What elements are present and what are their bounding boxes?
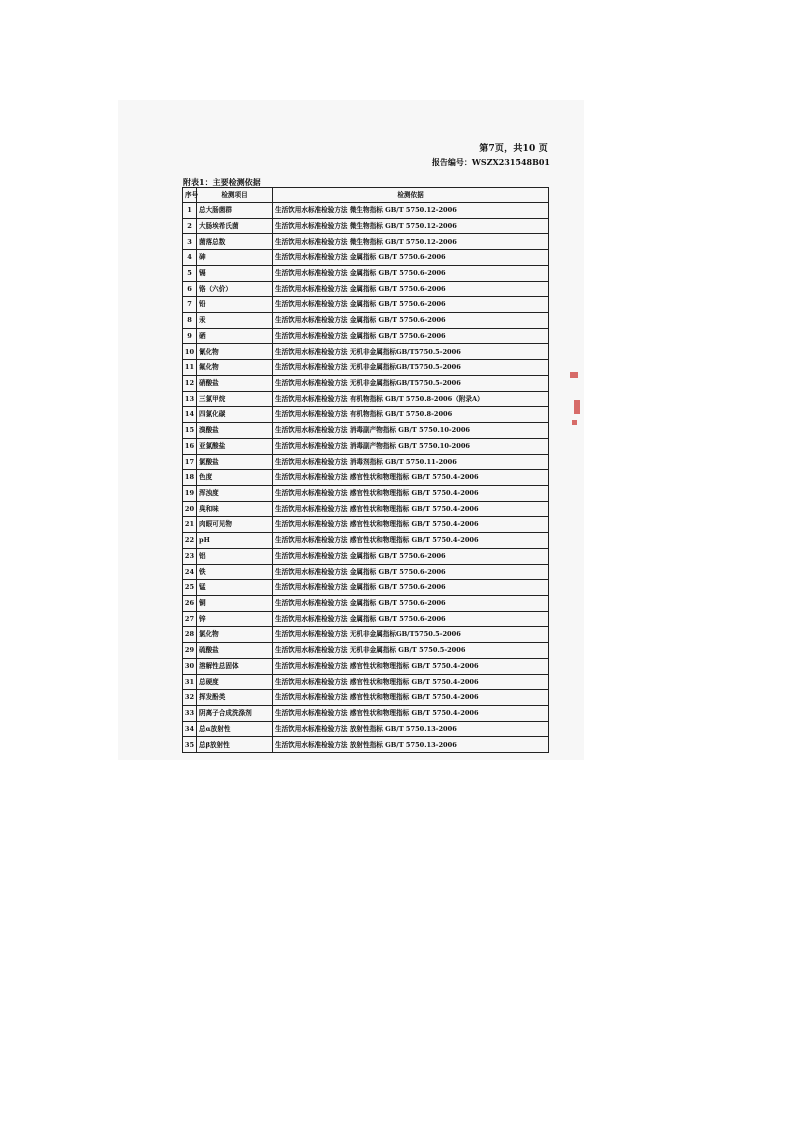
test-basis-cell: 生活饮用水标准检验方法 金属指标 GB/T 5750.6-2006 bbox=[273, 265, 549, 281]
row-number-cell: 4 bbox=[183, 250, 197, 266]
row-number-cell: 18 bbox=[183, 470, 197, 486]
table-row bbox=[183, 533, 549, 549]
test-item-cell: 总α放射性 bbox=[197, 721, 273, 737]
test-basis-cell: 生活饮用水标准检验方法 无机非金属指标 GB/T 5750.5-2006 bbox=[273, 643, 549, 659]
table-row bbox=[183, 643, 549, 659]
test-item-cell: 总硬度 bbox=[197, 674, 273, 690]
row-number-cell: 31 bbox=[183, 674, 197, 690]
row-number-cell: 20 bbox=[183, 501, 197, 517]
test-item-cell: 总大肠菌群 bbox=[197, 203, 273, 219]
test-item-cell: 硒 bbox=[197, 328, 273, 344]
row-number-cell: 26 bbox=[183, 595, 197, 611]
test-item-cell: 溴酸盐 bbox=[197, 423, 273, 439]
table-row bbox=[183, 627, 549, 643]
test-item-cell: 四氯化碳 bbox=[197, 407, 273, 423]
test-basis-cell: 生活饮用水标准检验方法 金属指标 GB/T 5750.6-2006 bbox=[273, 250, 549, 266]
test-basis-cell: 生活饮用水标准检验方法 金属指标 GB/T 5750.6-2006 bbox=[273, 580, 549, 596]
table-row bbox=[183, 706, 549, 722]
table-row bbox=[183, 517, 549, 533]
table-row bbox=[183, 438, 549, 454]
row-number-cell: 22 bbox=[183, 533, 197, 549]
test-basis-cell: 生活饮用水标准检验方法 感官性状和物理指标 GB/T 5750.4-2006 bbox=[273, 674, 549, 690]
table-row bbox=[183, 407, 549, 423]
row-number-cell: 2 bbox=[183, 218, 197, 234]
test-item-cell: 砷 bbox=[197, 250, 273, 266]
test-basis-cell: 生活饮用水标准检验方法 微生物指标 GB/T 5750.12-2006 bbox=[273, 203, 549, 219]
test-item-cell: 氰化物 bbox=[197, 344, 273, 360]
table-row bbox=[183, 297, 549, 313]
test-basis-cell: 生活饮用水标准检验方法 感官性状和物理指标 GB/T 5750.4-2006 bbox=[273, 470, 549, 486]
test-basis-cell: 生活饮用水标准检验方法 金属指标 GB/T 5750.6-2006 bbox=[273, 328, 549, 344]
test-basis-cell: 生活饮用水标准检验方法 消毒副产物指标 GB/T 5750.10-2006 bbox=[273, 423, 549, 439]
table-row bbox=[183, 658, 549, 674]
row-number-cell: 19 bbox=[183, 485, 197, 501]
row-number-cell: 17 bbox=[183, 454, 197, 470]
test-item-cell: 浑浊度 bbox=[197, 485, 273, 501]
row-number-cell: 25 bbox=[183, 580, 197, 596]
test-item-cell: 三氯甲烷 bbox=[197, 391, 273, 407]
test-basis-cell: 生活饮用水标准检验方法 微生物指标 GB/T 5750.12-2006 bbox=[273, 218, 549, 234]
test-basis-cell: 生活饮用水标准检验方法 感官性状和物理指标 GB/T 5750.4-2006 bbox=[273, 501, 549, 517]
page-number: 第7页，共10 页 bbox=[479, 144, 548, 154]
row-number-cell: 15 bbox=[183, 423, 197, 439]
column-header-item: 检测项目 bbox=[197, 188, 273, 203]
table-row bbox=[183, 265, 549, 281]
row-number-cell: 21 bbox=[183, 517, 197, 533]
table-row bbox=[183, 611, 549, 627]
test-item-cell: 氯化物 bbox=[197, 627, 273, 643]
row-number-cell: 13 bbox=[183, 391, 197, 407]
test-basis-cell: 生活饮用水标准检验方法 有机物指标 GB/T 5750.8-2006（附录A） bbox=[273, 391, 549, 407]
test-basis-cell: 生活饮用水标准检验方法 金属指标 GB/T 5750.6-2006 bbox=[273, 313, 549, 329]
test-item-cell: 锌 bbox=[197, 611, 273, 627]
row-number-cell: 9 bbox=[183, 328, 197, 344]
column-header-basis: 检测依据 bbox=[273, 188, 549, 203]
row-number-cell: 16 bbox=[183, 438, 197, 454]
row-number-cell: 27 bbox=[183, 611, 197, 627]
row-number-cell: 34 bbox=[183, 721, 197, 737]
row-number-cell: 30 bbox=[183, 658, 197, 674]
report-number: 报告编号：WSZX231548B01 bbox=[431, 157, 550, 167]
test-basis-cell: 生活饮用水标准检验方法 放射性指标 GB/T 5750.13-2006 bbox=[273, 737, 549, 753]
test-item-cell: 总β放射性 bbox=[197, 737, 273, 753]
row-number-cell: 35 bbox=[183, 737, 197, 753]
test-item-cell: 氟化物 bbox=[197, 360, 273, 376]
table-row bbox=[183, 501, 549, 517]
test-basis-cell: 生活饮用水标准检验方法 无机非金属指标GB/T5750.5-2006 bbox=[273, 344, 549, 360]
test-item-cell: 大肠埃希氏菌 bbox=[197, 218, 273, 234]
table-row bbox=[183, 721, 549, 737]
table-row bbox=[183, 737, 549, 753]
row-number-cell: 23 bbox=[183, 548, 197, 564]
table-row bbox=[183, 375, 549, 391]
row-number-cell: 1 bbox=[183, 203, 197, 219]
test-item-cell: 挥发酚类 bbox=[197, 690, 273, 706]
row-number-cell: 8 bbox=[183, 313, 197, 329]
test-basis-cell: 生活饮用水标准检验方法 放射性指标 GB/T 5750.13-2006 bbox=[273, 721, 549, 737]
test-item-cell: 溶解性总固体 bbox=[197, 658, 273, 674]
table-row bbox=[183, 548, 549, 564]
table-row bbox=[183, 313, 549, 329]
test-item-cell: 氯酸盐 bbox=[197, 454, 273, 470]
test-basis-cell: 生活饮用水标准检验方法 感官性状和物理指标 GB/T 5750.4-2006 bbox=[273, 485, 549, 501]
test-item-cell: 肉眼可见物 bbox=[197, 517, 273, 533]
test-item-cell: 色度 bbox=[197, 470, 273, 486]
table-row bbox=[183, 218, 549, 234]
test-item-cell: pH bbox=[197, 533, 273, 549]
table-row bbox=[183, 674, 549, 690]
row-number-cell: 5 bbox=[183, 265, 197, 281]
table-row bbox=[183, 423, 549, 439]
table-row bbox=[183, 454, 549, 470]
row-number-cell: 32 bbox=[183, 690, 197, 706]
test-item-cell: 汞 bbox=[197, 313, 273, 329]
test-basis-cell: 生活饮用水标准检验方法 金属指标 GB/T 5750.6-2006 bbox=[273, 564, 549, 580]
table-row bbox=[183, 344, 549, 360]
row-number-cell: 33 bbox=[183, 706, 197, 722]
seal-edge-mark bbox=[570, 372, 578, 378]
table-row bbox=[183, 250, 549, 266]
test-item-cell: 硫酸盐 bbox=[197, 643, 273, 659]
table-row bbox=[183, 485, 549, 501]
test-basis-cell: 生活饮用水标准检验方法 感官性状和物理指标 GB/T 5750.4-2006 bbox=[273, 517, 549, 533]
row-number-cell: 7 bbox=[183, 297, 197, 313]
test-basis-cell: 生活饮用水标准检验方法 金属指标 GB/T 5750.6-2006 bbox=[273, 611, 549, 627]
table-row bbox=[183, 203, 549, 219]
table-row bbox=[183, 391, 549, 407]
test-item-cell: 菌落总数 bbox=[197, 234, 273, 250]
column-header-no: 序号 bbox=[183, 188, 197, 203]
table-row bbox=[183, 281, 549, 297]
test-basis-table bbox=[182, 187, 549, 753]
test-basis-cell: 生活饮用水标准检验方法 感官性状和物理指标 GB/T 5750.4-2006 bbox=[273, 706, 549, 722]
test-item-cell: 硝酸盐 bbox=[197, 375, 273, 391]
row-number-cell: 10 bbox=[183, 344, 197, 360]
test-basis-cell: 生活饮用水标准检验方法 消毒副产物指标 GB/T 5750.10-2006 bbox=[273, 438, 549, 454]
test-basis-cell: 生活饮用水标准检验方法 无机非金属指标GB/T5750.5-2006 bbox=[273, 360, 549, 376]
table-caption: 附表1：主要检测依据 bbox=[183, 177, 261, 187]
test-basis-cell: 生活饮用水标准检验方法 金属指标 GB/T 5750.6-2006 bbox=[273, 297, 549, 313]
row-number-cell: 29 bbox=[183, 643, 197, 659]
table-row bbox=[183, 580, 549, 596]
test-item-cell: 亚氯酸盐 bbox=[197, 438, 273, 454]
table-row bbox=[183, 690, 549, 706]
table-row bbox=[183, 564, 549, 580]
row-number-cell: 3 bbox=[183, 234, 197, 250]
table-header-row bbox=[183, 188, 549, 203]
test-basis-cell: 生活饮用水标准检验方法 无机非金属指标GB/T5750.5-2006 bbox=[273, 627, 549, 643]
test-item-cell: 铬（六价） bbox=[197, 281, 273, 297]
test-item-cell: 铅 bbox=[197, 297, 273, 313]
test-basis-cell: 生活饮用水标准检验方法 有机物指标 GB/T 5750.8-2006 bbox=[273, 407, 549, 423]
test-item-cell: 铝 bbox=[197, 548, 273, 564]
test-item-cell: 镉 bbox=[197, 265, 273, 281]
test-basis-cell: 生活饮用水标准检验方法 感官性状和物理指标 GB/T 5750.4-2006 bbox=[273, 533, 549, 549]
table-row bbox=[183, 595, 549, 611]
test-basis-cell: 生活饮用水标准检验方法 金属指标 GB/T 5750.6-2006 bbox=[273, 595, 549, 611]
test-basis-cell: 生活饮用水标准检验方法 无机非金属指标GB/T5750.5-2006 bbox=[273, 375, 549, 391]
test-basis-cell: 生活饮用水标准检验方法 消毒剂指标 GB/T 5750.11-2006 bbox=[273, 454, 549, 470]
seal-edge-mark bbox=[574, 400, 580, 414]
test-item-cell: 锰 bbox=[197, 580, 273, 596]
test-item-cell: 铁 bbox=[197, 564, 273, 580]
test-basis-cell: 生活饮用水标准检验方法 感官性状和物理指标 GB/T 5750.4-2006 bbox=[273, 658, 549, 674]
table-row bbox=[183, 360, 549, 376]
table-row bbox=[183, 234, 549, 250]
test-basis-cell: 生活饮用水标准检验方法 金属指标 GB/T 5750.6-2006 bbox=[273, 281, 549, 297]
row-number-cell: 24 bbox=[183, 564, 197, 580]
seal-edge-mark bbox=[572, 420, 577, 425]
row-number-cell: 12 bbox=[183, 375, 197, 391]
test-item-cell: 铜 bbox=[197, 595, 273, 611]
row-number-cell: 14 bbox=[183, 407, 197, 423]
test-basis-cell: 生活饮用水标准检验方法 微生物指标 GB/T 5750.12-2006 bbox=[273, 234, 549, 250]
test-item-cell: 阴离子合成洗涤剂 bbox=[197, 706, 273, 722]
test-item-cell: 臭和味 bbox=[197, 501, 273, 517]
row-number-cell: 11 bbox=[183, 360, 197, 376]
test-basis-cell: 生活饮用水标准检验方法 感官性状和物理指标 GB/T 5750.4-2006 bbox=[273, 690, 549, 706]
table-row bbox=[183, 328, 549, 344]
row-number-cell: 28 bbox=[183, 627, 197, 643]
row-number-cell: 6 bbox=[183, 281, 197, 297]
test-basis-cell: 生活饮用水标准检验方法 金属指标 GB/T 5750.6-2006 bbox=[273, 548, 549, 564]
table-row bbox=[183, 470, 549, 486]
